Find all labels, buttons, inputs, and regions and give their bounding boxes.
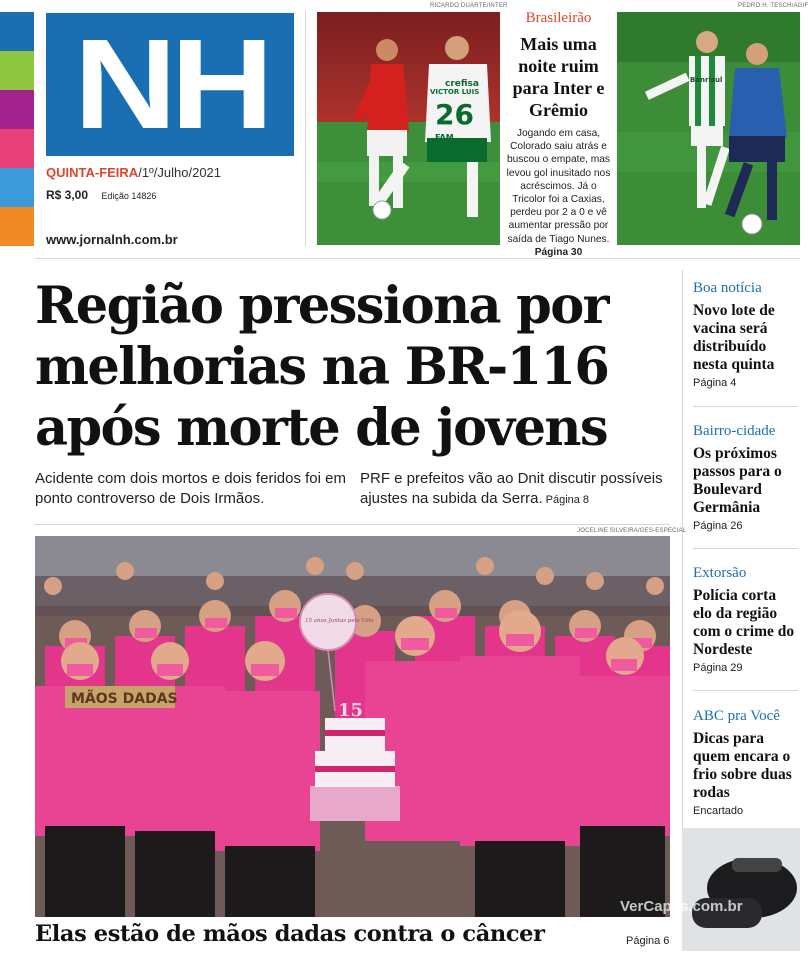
sports-headline[interactable]: Mais uma noite ruim para Inter e Grêmio [512, 34, 605, 120]
weekday: QUINTA-FEIRA [46, 165, 139, 180]
sidebar-title[interactable]: Os próximos passos para o Boulevard Germânia [693, 445, 782, 516]
jersey-name: VICTOR LUIS [430, 88, 480, 96]
sports-page-ref[interactable]: Página 30 [534, 246, 583, 258]
brand-color-strip [0, 12, 34, 246]
sports-body [506, 127, 611, 259]
edition-number: Edição 14826 [101, 191, 157, 201]
main-photo[interactable] [35, 536, 670, 917]
main-headline[interactable]: Região pressiona por melhorias na BR-116 após morte de jovens [35, 276, 609, 458]
group-photo-illustration [35, 536, 670, 917]
photo-story-title[interactable]: Elas estão de mãos dadas contra o câncer [35, 921, 545, 947]
date: /1º/Julho/2021 [138, 165, 222, 180]
sidebar-rule-1 [693, 406, 798, 407]
newspaper-logo[interactable] [46, 13, 294, 156]
deck-right-text: PRF e prefeitos vão ao Dnit discutir possíveis ajustes na subida da Serra. [360, 470, 663, 507]
sidebar-rule-2 [693, 548, 798, 549]
color-swatch-green [0, 51, 34, 90]
soccer-photo-illustration-2 [617, 12, 800, 245]
photo-credit-right: PEDRO H. TESCH/AGIF [738, 3, 808, 9]
sidebar-kicker: Boa notícia [693, 280, 762, 296]
sidebar-title[interactable]: Novo lote de vacina será distribuído nesta quinta [693, 302, 775, 373]
dateline [46, 165, 221, 180]
sidebar-kicker: Extorsão [693, 565, 747, 581]
sidebar-kicker: ABC pra Você [693, 708, 780, 724]
sidebar-page-ref[interactable]: Encartado [693, 805, 744, 817]
sidebar-story-2[interactable] [693, 422, 797, 532]
photo-credit-main: JOCELINE SILVEIRA/GES-ESPECIAL [577, 528, 687, 534]
deck-bottom-rule [35, 524, 670, 525]
sponsor-banrisul: Banrisul [690, 76, 723, 84]
color-swatch-orange [0, 207, 34, 246]
sidebar-story-1[interactable] [693, 279, 797, 389]
color-swatch-pink [0, 129, 34, 168]
jersey-number: 26 [435, 98, 474, 131]
sign-text: MÃOS DADAS [71, 691, 178, 707]
deck-left: Acidente com dois mortos e dois feridos foi em ponto controverso de Dois Irmãos. [35, 470, 346, 507]
sports-body-text: Jogando em casa, Colorado saiu atrás e buscou o empate, mas levou gol inusitado nos acréscimos. Já o Tricolor foi a Caxias, perdeu por 2 a 0 e vê aumentar pressão por saída de Tiago Nunes. [506, 128, 611, 245]
soccer-photo-illustration [317, 12, 500, 245]
sidebar-rule-3 [693, 690, 798, 691]
price: R$ 3,00 [46, 188, 89, 202]
sponsor-crefisa: crefisa [445, 79, 479, 89]
cake-number: 15 [338, 700, 364, 721]
sidebar-story-3[interactable] [693, 564, 797, 674]
balloon-text: 15 anos Juntas pela Vida [305, 618, 374, 624]
sidebar-page-ref[interactable]: Página 26 [693, 520, 743, 532]
sidebar-kicker: Bairro-cidade [693, 423, 776, 439]
sports-photo-left[interactable] [317, 12, 500, 245]
photo-credit-left: RICARDO DUARTE/INTER [430, 3, 508, 9]
sidebar-thumbnail[interactable] [682, 828, 800, 951]
logo-text: NH [73, 12, 267, 156]
sidebar-page-ref[interactable]: Página 4 [693, 377, 737, 389]
sports-kicker: Brasileirão [525, 10, 592, 26]
jersey-brand: FAM [435, 133, 454, 142]
color-swatch-purple [0, 90, 34, 129]
deck-right [360, 469, 675, 510]
sidebar-title[interactable]: Dicas para quem encara o frio sobre duas rodas [693, 730, 792, 801]
sidebar-divider [682, 270, 683, 830]
sidebar-title[interactable]: Polícia corta elo da região com o crime do Nordeste [693, 587, 795, 658]
website-link[interactable]: www.jornalnh.com.br [46, 232, 178, 247]
sidebar-page-ref[interactable]: Página 29 [693, 662, 743, 674]
watermark: VerCapas.com.br [620, 898, 743, 915]
glove-photo-illustration [682, 828, 800, 951]
color-swatch-blue [0, 12, 34, 51]
photo-story-page-ref[interactable]: Página 6 [626, 935, 670, 947]
sports-photo-right[interactable] [617, 12, 800, 245]
main-story-page-ref[interactable]: Página 8 [545, 494, 590, 506]
price-line [46, 188, 156, 202]
color-swatch-lightblue [0, 168, 34, 207]
masthead-divider [305, 10, 306, 246]
sidebar-story-4[interactable] [693, 707, 797, 817]
masthead-bottom-rule [35, 258, 800, 259]
